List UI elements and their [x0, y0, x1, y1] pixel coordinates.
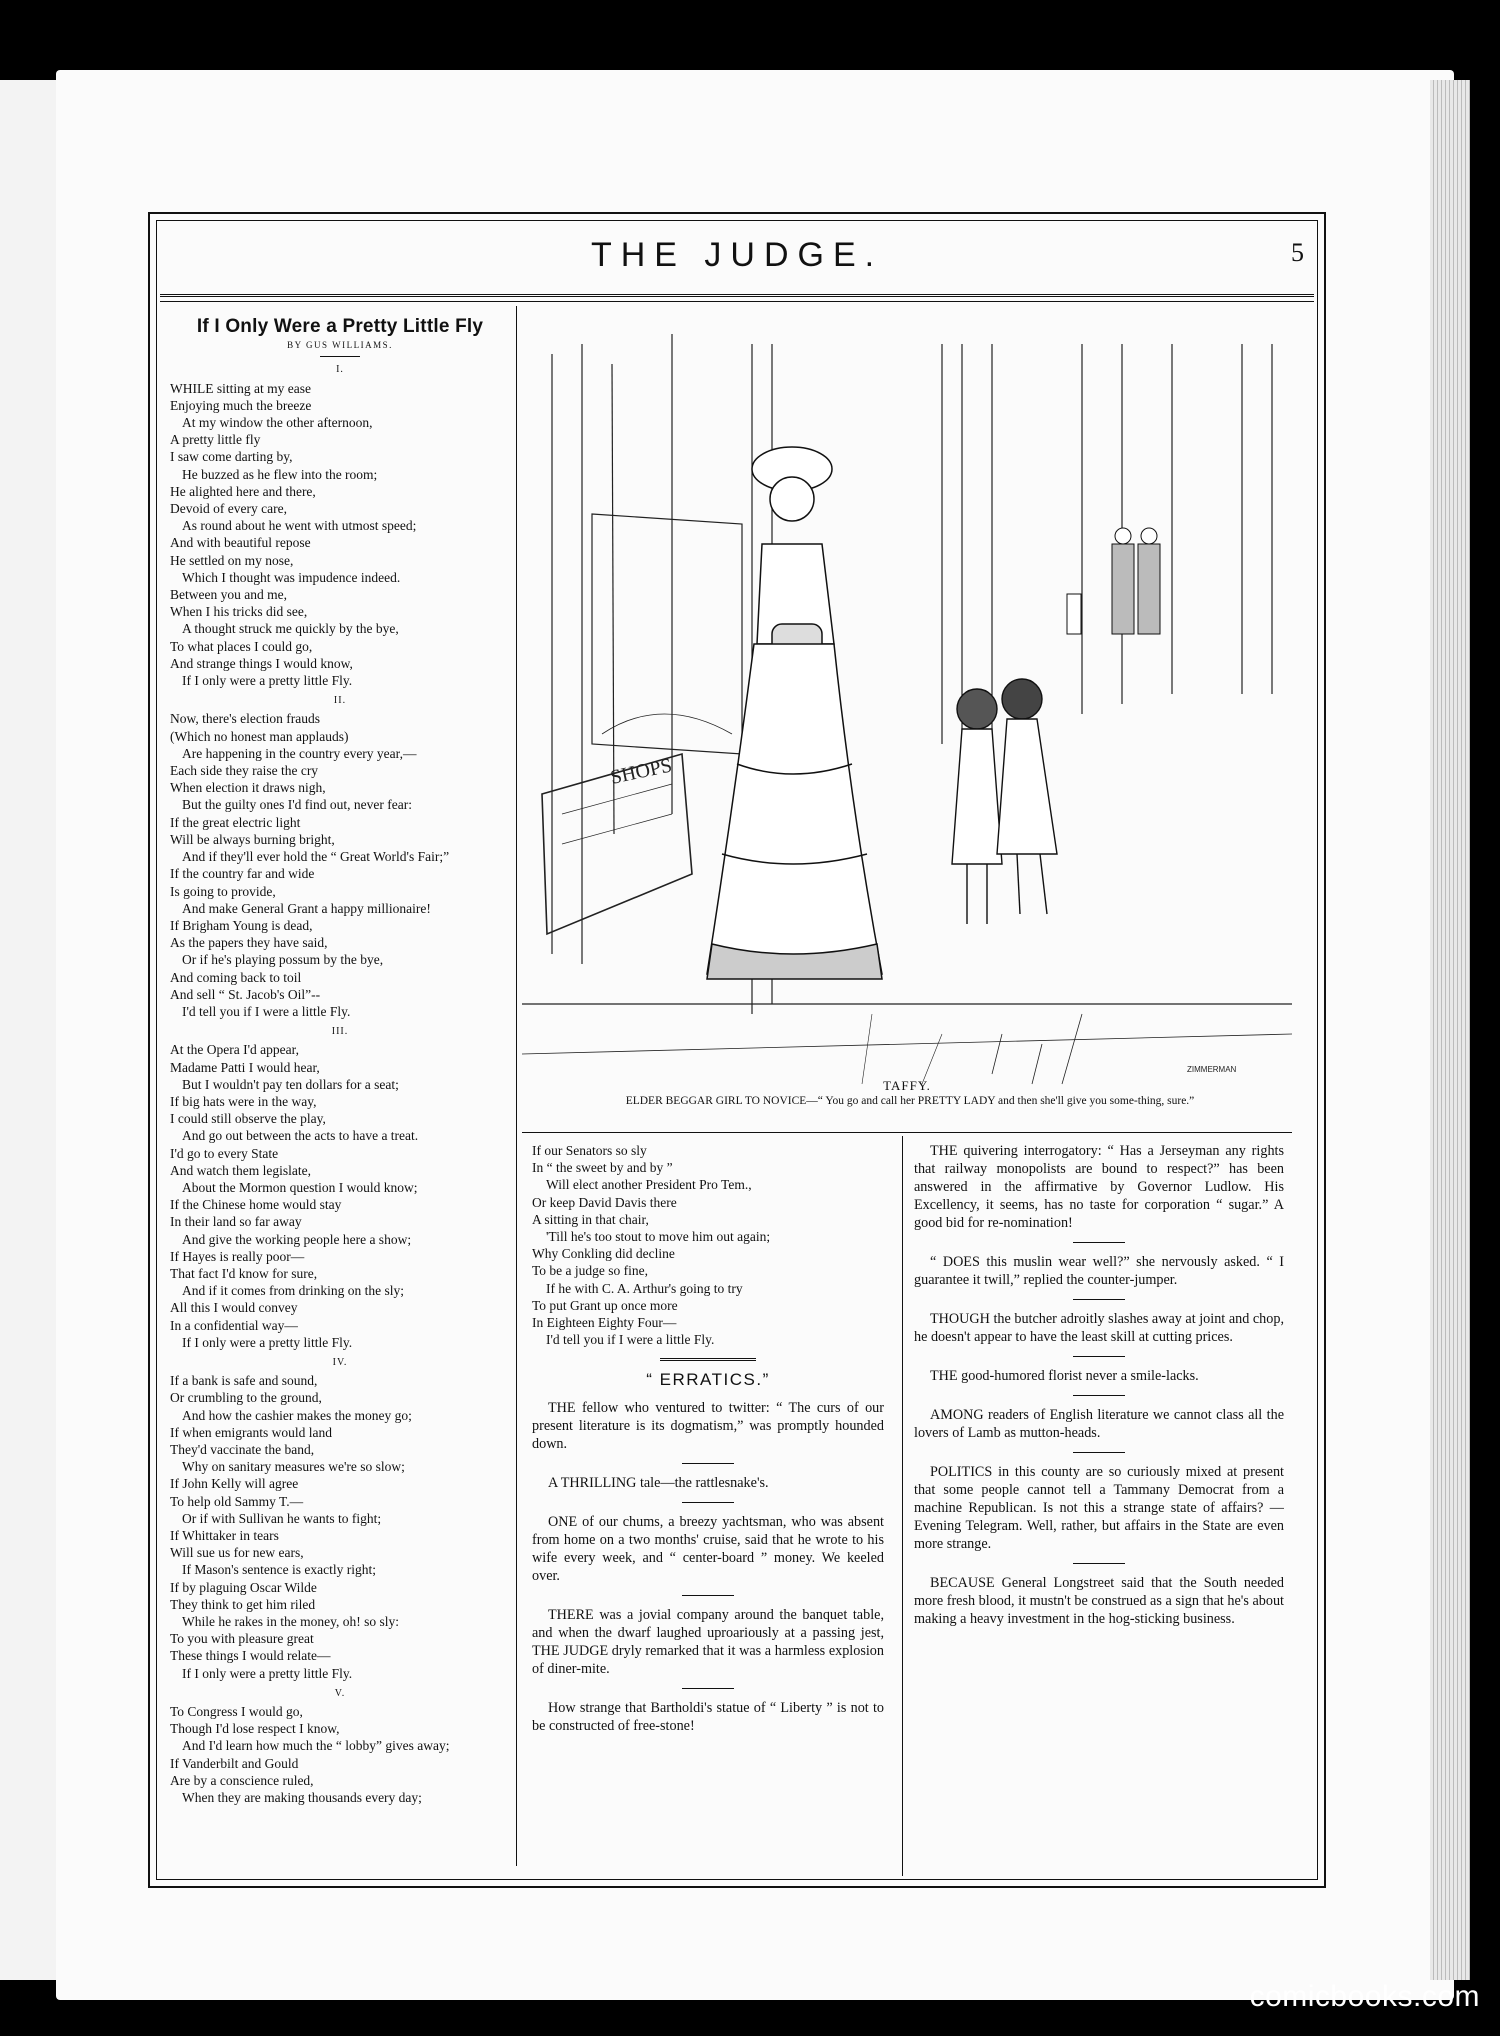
poem-line: And make General Grant a happy millionaire!: [182, 900, 431, 916]
poem-line: To be a judge so fine,: [532, 1263, 649, 1279]
poem-line: And if it comes from drinking on the sly;: [182, 1283, 404, 1299]
erratics-paragraph: A THRILLING tale—the rattlesnake's.: [548, 1474, 769, 1491]
header-rule: [160, 294, 1314, 302]
poem-line: In Eighteen Eighty Four—: [532, 1315, 677, 1331]
poem-line: Are by a conscience ruled,: [170, 1772, 314, 1788]
erratics-heading: “ ERRATICS.”: [646, 1370, 770, 1390]
poem-line: To put Grant up once more: [532, 1297, 678, 1313]
cartoon-illustration: [522, 314, 1292, 1086]
erratics-paragraph: THERE was a jovial company around the banquet table, and when the dwarf laughed uproariously at a passing jest, THE JUDGE dryly remarked that it was a harmless explosion of diner-mite.: [532, 1606, 884, 1677]
paragraph-separator: [682, 1502, 734, 1503]
poem-line: Devoid of every care,: [170, 501, 287, 517]
poem-line: If the Chinese home would stay: [170, 1197, 342, 1213]
byline-rule: [320, 356, 360, 357]
poem-line: He buzzed as he flew into the room;: [182, 466, 378, 482]
watermark-text: comicbooks.com: [1249, 1980, 1480, 2013]
poem-line: If I only were a pretty little Fly.: [182, 1665, 353, 1681]
poem-line: If Hayes is really poor—: [170, 1248, 305, 1264]
poem-line: All this I would convey: [170, 1300, 298, 1316]
erratics-paragraph: BECAUSE General Longstreet said that the South needed more fresh blood, it mustn't be construed as a sign that he's about making a heavy investment in the hog-sticking business.: [914, 1575, 1284, 1627]
poem-line: Though I'd lose respect I know,: [170, 1721, 340, 1737]
poem-line: I saw come darting by,: [170, 449, 293, 465]
poem-line: If the great electric light: [170, 814, 301, 830]
erratics-top-rule: [660, 1358, 756, 1363]
poem-line: If the country far and wide: [170, 866, 315, 882]
background-figures: [1067, 528, 1160, 634]
poem-line: A pretty little fly: [170, 432, 261, 448]
poem-line: Why on sanitary measures we're so slow;: [182, 1459, 405, 1475]
poem-line: If he with C. A. Arthur's going to try: [546, 1280, 743, 1296]
paragraph-separator: [1073, 1242, 1125, 1243]
erratics-paragraph: “ DOES this muslin wear well?” she nervously asked. “ I guarantee it twill,” replied the counter-jumper.: [914, 1254, 1284, 1288]
poem-line: If Mason's sentence is exactly right;: [182, 1562, 377, 1578]
poem-line: A sitting in that chair,: [532, 1211, 649, 1227]
erratics-paragraph: THE good-humored florist never a smile-lacks.: [930, 1368, 1199, 1384]
poem-line: At my window the other afternoon,: [182, 415, 373, 431]
poem-line: And sell “ St. Jacob's Oil”--: [170, 986, 321, 1002]
poem-line: If big hats were in the way,: [170, 1093, 317, 1109]
poem-line: Or if he's playing possum by the bye,: [182, 952, 384, 968]
poem-line: And if they'll ever hold the “ Great World's Fair;”: [182, 849, 450, 865]
poem-line: And I'd learn how much the “ lobby” gives away;: [182, 1738, 450, 1754]
poem-column: [170, 314, 510, 1869]
page-stack-edges: [1430, 80, 1470, 1980]
poem-line: I could still observe the play,: [170, 1111, 326, 1127]
poem-line: Will be always burning bright,: [170, 831, 335, 847]
paragraph-separator: [1073, 1452, 1125, 1453]
erratics-paragraph: POLITICS in this county are so curiously mixed at present that some people cannot tell a Tammany Democrat from a machine Republican. Is not this a strange state of affairs? —Evening Telegram. Well, rather, but affairs in the State are even more strange.: [914, 1464, 1284, 1552]
poem-line: Now, there's election frauds: [170, 711, 321, 727]
poem-continuation: [532, 1142, 884, 1348]
cartoon-caption-text: ELDER BEGGAR GIRL TO NOVICE—“ You go and call her PRETTY LADY and then she'll give you some-thing, sure.”: [625, 1095, 1195, 1107]
paragraph-separator: [1073, 1356, 1125, 1357]
poem-line: Or crumbling to the ground,: [170, 1390, 322, 1406]
poem-line: As the papers they have said,: [170, 935, 328, 951]
stanza-number: III.: [331, 1026, 349, 1038]
poem-line: If I only were a pretty little Fly.: [182, 673, 353, 689]
poem-line: If I only were a pretty little Fly.: [182, 1334, 353, 1350]
stanza-number: V.: [334, 1687, 346, 1699]
poem-line: I'd tell you if I were a little Fly.: [182, 1003, 351, 1019]
poem-line: And watch them legislate,: [170, 1162, 311, 1178]
cartoon-caption-title: TAFFY.: [883, 1078, 931, 1093]
page-frame: [148, 212, 1326, 1888]
poem-line: If John Kelly will agree: [170, 1476, 299, 1492]
poem-line: When they are making thousands every day;: [182, 1790, 422, 1806]
poem-stanzas: [170, 361, 510, 1806]
poem-line: If our Senators so sly: [532, 1143, 647, 1158]
poem-line: And how the cashier makes the money go;: [182, 1407, 412, 1423]
poem-line: But the guilty ones I'd find out, never fear:: [182, 797, 413, 813]
poem-line: Enjoying much the breeze: [170, 397, 312, 413]
poem-line: In their land so far away: [170, 1214, 302, 1230]
poem-line: To what places I could go,: [170, 638, 313, 654]
poem-line: And give the working people here a show;: [182, 1231, 412, 1247]
paragraph-separator: [1073, 1563, 1125, 1564]
poem-line: Or keep David Davis there: [532, 1194, 677, 1210]
poem-line: WHILE sitting at my ease: [170, 380, 311, 396]
poem-line: Is going to provide,: [170, 883, 276, 899]
poem-line: Are happening in the country every year,—: [182, 745, 417, 761]
paragraph-separator: [682, 1463, 734, 1464]
poem-line: 'Till he's too stout to move him out again;: [546, 1229, 771, 1245]
poem-line: When I his tricks did see,: [170, 604, 308, 620]
artist-signature: ZIMMERMAN: [1187, 1065, 1237, 1074]
poem-line: If by plaguing Oscar Wilde: [170, 1579, 317, 1595]
poem-line: If a bank is safe and sound,: [170, 1373, 318, 1389]
poem-line: When election it draws nigh,: [170, 780, 326, 796]
poem-line: At the Opera I'd appear,: [170, 1042, 299, 1058]
poem-line: A thought struck me quickly by the bye,: [182, 621, 399, 637]
taffy-cartoon-drawing: [522, 314, 1292, 1086]
beggar-children: [952, 679, 1057, 924]
poem-line: These things I would relate—: [170, 1648, 331, 1664]
poem-line: If when emigrants would land: [170, 1424, 332, 1440]
poem-line: He alighted here and there,: [170, 483, 316, 499]
erratics-paragraph: AMONG readers of English literature we cannot class all the lovers of Lamb as mutton-heads.: [914, 1407, 1284, 1441]
poem-line: If Whittaker in tears: [170, 1528, 279, 1544]
poem-line: I'd go to every State: [170, 1145, 279, 1161]
poem-line: They think to get him riled: [170, 1596, 316, 1612]
lady-figure: [707, 447, 882, 979]
column-divider-left: [516, 306, 517, 1866]
stanza-number: I.: [336, 364, 344, 376]
stanza-number: II.: [333, 695, 347, 707]
poem-line: (Which no honest man applauds): [170, 728, 349, 744]
poem-line: If Brigham Young is dead,: [170, 917, 313, 933]
page-number: 5: [1291, 238, 1304, 267]
shop-sign-text: SHOPS: [608, 754, 674, 789]
column-divider-right: [902, 1136, 903, 1876]
poem-line: Each side they raise the cry: [170, 763, 319, 779]
middle-column: [532, 1142, 884, 1882]
erratics-paragraph: THOUGH the butcher adroitly slashes away at joint and chop, he doesn't appear to have the least skill at cutting prices.: [914, 1311, 1284, 1345]
paragraph-separator: [682, 1688, 734, 1689]
poem-line: I'd tell you if I were a little Fly.: [546, 1332, 715, 1348]
poem-line: In a confidential way—: [170, 1317, 298, 1333]
cartoon-bottom-rule: [522, 1132, 1292, 1133]
poem-line: Or if with Sullivan he wants to fight;: [182, 1510, 382, 1526]
poem-line: To you with pleasure great: [170, 1631, 314, 1647]
poem-byline: BY GUS WILLIAMS.: [287, 340, 393, 351]
poem-line: While he rakes in the money, oh! so sly:: [182, 1614, 399, 1630]
paragraph-separator: [1073, 1299, 1125, 1300]
poem-line: Between you and me,: [170, 587, 287, 603]
erratics-paragraphs-mid: [532, 1399, 884, 1735]
poem-line: And coming back to toil: [170, 969, 302, 985]
poem-line: To help old Sammy T.—: [170, 1493, 304, 1509]
paragraph-separator: [682, 1595, 734, 1596]
poem-line: As round about he went with utmost speed;: [182, 518, 417, 534]
stanza-number: IV.: [332, 1356, 348, 1368]
poem-line: And go out between the acts to have a treat.: [182, 1128, 419, 1144]
poem-line: If Vanderbilt and Gould: [170, 1755, 299, 1771]
paragraph-separator: [1073, 1395, 1125, 1396]
masthead-title: THE JUDGE.: [590, 236, 884, 274]
poem-line: About the Mormon question I would know;: [182, 1179, 418, 1195]
poem-line: In “ the sweet by and by ”: [532, 1160, 673, 1176]
erratics-paragraph: ONE of our chums, a breezy yachtsman, who was absent from home on a two months' cruise, said that he wrote to his wife every week, and “ center-board ” money. We keeled over.: [532, 1513, 884, 1584]
poem-line: And with beautiful repose: [170, 535, 311, 551]
poem-line: Why Conkling did decline: [532, 1246, 675, 1262]
poem-line: Will sue us for new ears,: [170, 1545, 304, 1561]
erratics-paragraph: THE quivering interrogatory: “ Has a Jerseyman any rights that railway monopolists are bound to respect?” has been answered in the affirmative by Governor Ludlow. His Excellency, it seems, has no taste for corporation “ sugar.” A good bid for re-nomination!: [914, 1143, 1284, 1231]
poem-line: That fact I'd know for sure,: [170, 1265, 318, 1281]
poem-line: Will elect another President Pro Tem.,: [546, 1177, 752, 1193]
poem-line: They'd vaccinate the band,: [170, 1442, 315, 1457]
erratics-paragraph: THE fellow who ventured to twitter: “ The curs of our present literature is its dogmatism,” was promptly hounded down.: [532, 1399, 884, 1452]
poem-line: But I wouldn't pay ten dollars for a seat;: [182, 1076, 399, 1092]
poem-title: If I Only Were a Pretty Little Fly: [196, 316, 484, 337]
erratics-paragraph: How strange that Bartholdi's statue of “ Liberty ” is not to be constructed of free-stone!: [532, 1699, 884, 1734]
poem-line: Madame Patti I would hear,: [170, 1059, 320, 1075]
erratics-paragraphs-right: [914, 1142, 1284, 1628]
poem-line: To Congress I would go,: [170, 1704, 303, 1720]
poem-line: And strange things I would know,: [170, 655, 353, 671]
right-column: [914, 1142, 1284, 1882]
poem-line: Which I thought was impudence indeed.: [182, 569, 401, 585]
poem-line: He settled on my nose,: [170, 552, 294, 568]
